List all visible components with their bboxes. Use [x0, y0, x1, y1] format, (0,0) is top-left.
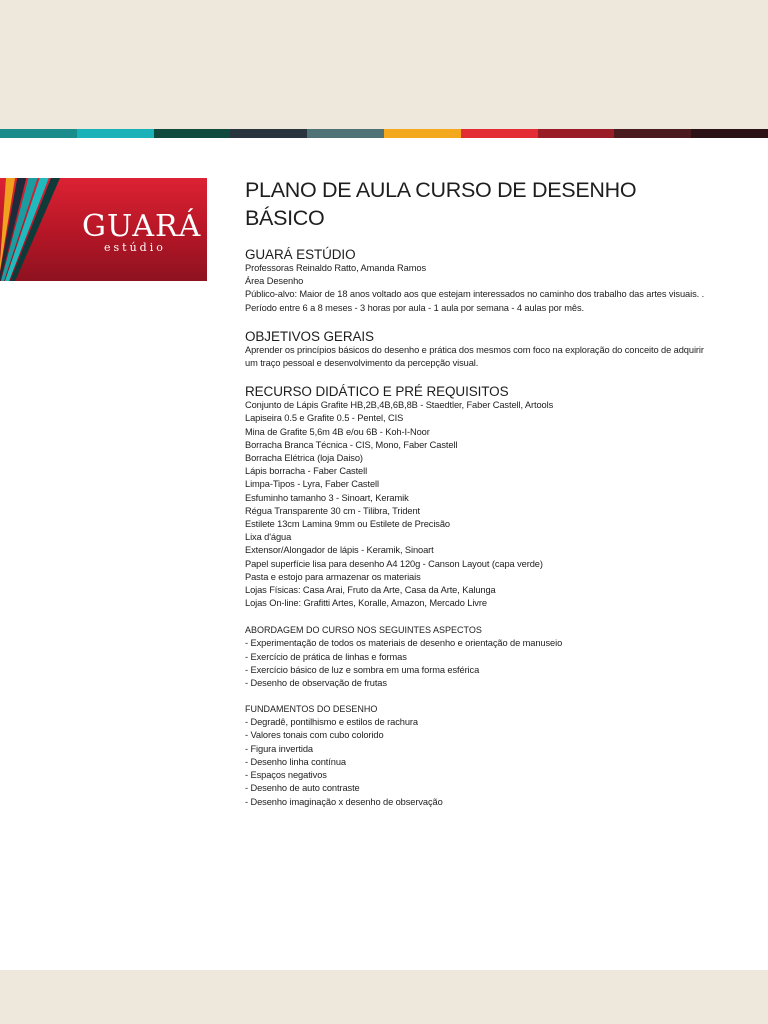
- text-line: Lixa d'água: [245, 532, 292, 543]
- text-line: Período entre 6 a 8 meses - 3 horas por aula - 1 aula por semana - 4 aulas por mês.: [245, 302, 584, 313]
- text-line: Papel superfície lisa para desenho A4 120g - Canson Layout (capa verde): [245, 558, 543, 569]
- section-heading: GUARÁ ESTÚDIO: [245, 247, 356, 262]
- stripe-segment: [77, 129, 154, 138]
- text-line: - Espaços negativos: [245, 770, 327, 781]
- text-line: Área Desenho: [245, 276, 304, 287]
- stripe-segment: [384, 129, 461, 138]
- section-heading: RECURSO DIDÁTICO E PRÉ REQUISITOS: [245, 384, 509, 400]
- text-line: Lojas On-line: Grafitti Artes, Koralle, Amazon, Mercado Livre: [245, 598, 487, 609]
- guara-logo: [0, 178, 207, 281]
- text-line: - Exercício de prática de linhas e formas: [245, 651, 407, 662]
- text-line: - Exercício básico de luz e sombra em uma forma esférica: [245, 664, 480, 675]
- stripe-segment: [307, 129, 384, 138]
- text-line: - Valores tonais com cubo colorido: [245, 730, 384, 741]
- stripe-segment: [691, 129, 768, 138]
- text-line: Conjunto de Lápis Grafite HB,2B,4B,6B,8B - Staedtler, Faber Castell, Artools: [245, 400, 554, 411]
- text-line: - Desenho de auto contraste: [245, 783, 360, 794]
- text-line: Estilete 13cm Lamina 9mm ou Estilete de Precisão: [245, 519, 450, 530]
- stripe-segment: [0, 129, 77, 138]
- text-line: - Experimentação de todos os materiais de desenho e orientação de manuseio: [245, 638, 563, 649]
- document-title: PLANO DE AULA CURSO DE DESENHO BÁSICO: [245, 178, 637, 230]
- text-line: Público-alvo: Maior de 18 anos voltado aos que estejam interessados no caminho dos trabalho das artes visuais. .: [245, 289, 705, 300]
- text-line: Mina de Grafite 5,6m 4B e/ou 6B - Koh-I-Noor: [245, 426, 430, 437]
- text-line: - Desenho imaginação x desenho de observação: [245, 796, 443, 807]
- document-page: [0, 138, 768, 970]
- section-approach: [245, 624, 715, 690]
- section-heading: FUNDAMENTOS DO DESENHO: [245, 704, 378, 715]
- stripe-segment: [538, 129, 615, 138]
- text-line: - Degradê, pontilhismo e estilos de rachura: [245, 717, 418, 728]
- text-line: Lapiseira 0.5 e Grafite 0.5 - Pentel, CIS: [245, 413, 404, 424]
- text-line: Pasta e estojo para armazenar os materiais: [245, 571, 421, 582]
- section-intro: [245, 247, 715, 315]
- text-line: Limpa-Tipos - Lyra, Faber Castell: [245, 479, 379, 490]
- text-line: - Figura invertida: [245, 743, 313, 754]
- logo-sub-text: estúdio: [104, 241, 166, 254]
- section-resources: [245, 384, 715, 610]
- text-line: Borracha Branca Técnica - CIS, Mono, Faber Castell: [245, 439, 458, 450]
- section-objectives: [245, 329, 715, 370]
- logo-brand-text: GUARÁ: [82, 209, 202, 244]
- text-line: Esfuminho tamanho 3 - Sinoart, Keramik: [245, 492, 409, 503]
- color-stripe-bar: [0, 129, 768, 138]
- text-line: Extensor/Alongador de lápis - Keramik, Sinoart: [245, 545, 434, 556]
- text-line: Borracha Elétrica (loja Daiso): [245, 453, 363, 464]
- text-line: Lojas Físicas: Casa Arai, Fruto da Arte, Casa da Arte, Kalunga: [245, 585, 496, 596]
- stripe-segment: [230, 129, 307, 138]
- stripe-segment: [461, 129, 538, 138]
- section-fundamentals: [245, 703, 715, 808]
- text-line: Aprender os princípios básicos do desenho e prática dos mesmos com foco na exploração do conceito de adquirir um traço pessoal e desenvolvimento da percepção visual.: [245, 344, 704, 369]
- stripe-segment: [614, 129, 691, 138]
- section-heading: OBJETIVOS GERAIS: [245, 328, 374, 344]
- stripe-segment: [154, 129, 231, 138]
- text-line: Professoras Reinaldo Ratto, Amanda Ramos: [245, 263, 426, 273]
- section-heading: ABORDAGEM DO CURSO NOS SEGUINTES ASPECTOS: [245, 625, 482, 636]
- text-line: Régua Transparente 30 cm - Tilibra, Trident: [245, 505, 421, 516]
- document-content: [245, 176, 715, 822]
- text-line: - Desenho de observação de frutas: [245, 678, 387, 689]
- text-line: - Desenho linha contínua: [245, 756, 346, 767]
- text-line: Lápis borracha - Faber Castell: [245, 466, 368, 477]
